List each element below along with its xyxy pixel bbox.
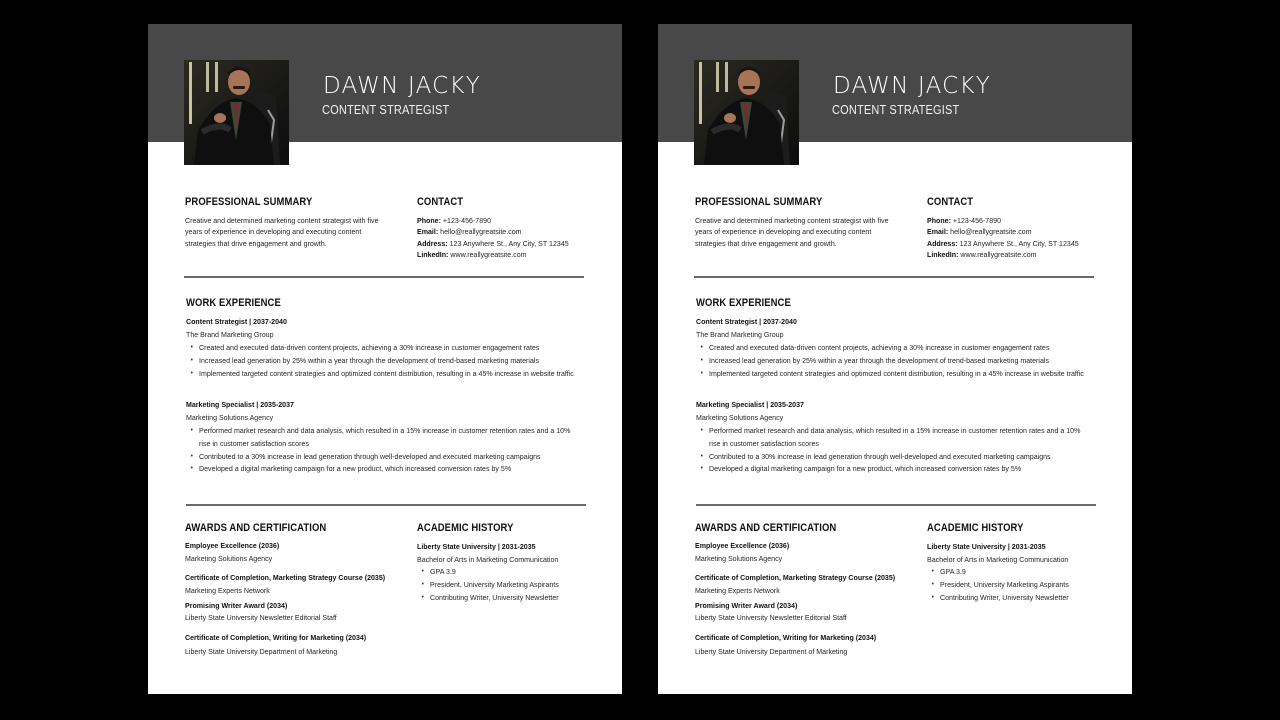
awards-heading: AWARDS AND CERTIFICATION <box>185 522 327 534</box>
education-bullets <box>417 566 569 604</box>
award-issuer: Liberty State University Newsletter Editorial Staff <box>695 613 847 622</box>
award-issuer: Liberty State University Department of Marketing <box>695 647 848 656</box>
portrait-photo-icon <box>184 60 289 165</box>
job-bullet: • Developed a digital marketing campaign for a new product, which increased conversion rates by 5% <box>696 463 1090 476</box>
education-bullet: • Contributing Writer, University Newsletter <box>417 592 559 605</box>
education-heading: ACADEMIC HISTORY <box>417 522 514 534</box>
award-name: Certificate of Completion, Writing for Marketing (2034) <box>695 633 877 642</box>
job-bullet: • Implemented targeted content strategies and optimized content distribution, resulting in a 45% increase in website traffic <box>186 368 574 381</box>
section-divider <box>694 276 1094 278</box>
contact-phone <box>927 215 1079 226</box>
contact-list <box>417 215 569 261</box>
summary-line: years of experience in developing and executing content <box>185 227 362 237</box>
award-issuer: Marketing Experts Network <box>695 586 780 595</box>
job-bullets <box>186 342 603 380</box>
email-link[interactable]: hello@reallygreatsite.com <box>440 227 522 237</box>
address-value: 123 Anywhere St., Any City, ST 12345 <box>449 238 569 248</box>
linkedin-link[interactable]: www.reallygreatsite.com <box>450 250 527 260</box>
contact-label: Phone: <box>417 216 441 225</box>
award-name: Certificate of Completion, Marketing Strategy Course (2035) <box>185 573 386 582</box>
job-company: The Brand Marketing Group <box>696 330 784 339</box>
job-bullet: • Contributed to a 30% increase in lead generation through well-developed and executed marketing campaigns <box>696 451 1090 464</box>
summary-heading: PROFESSIONAL SUMMARY <box>185 196 313 208</box>
contact-label: Address: <box>927 238 958 248</box>
contact-label: Email: <box>417 227 439 237</box>
section-divider <box>186 504 586 506</box>
summary-line: Creative and determined marketing content strategist with five <box>185 216 379 225</box>
phone-value[interactable]: +123-456-7890 <box>442 216 492 225</box>
contact-label: Email: <box>927 227 949 237</box>
candidate-name: DAWN JACKY <box>323 73 481 99</box>
job-bullet: • Increased lead generation by 25% within a year through the development of trend-based marketing materials <box>186 355 574 368</box>
summary-line: years of experience in developing and executing content <box>695 227 872 237</box>
award-issuer: Marketing Solutions Agency <box>695 554 783 563</box>
job-company: The Brand Marketing Group <box>186 330 274 339</box>
work-heading: WORK EXPERIENCE <box>186 297 281 309</box>
section-divider <box>184 276 584 278</box>
job-bullets <box>696 342 1113 380</box>
job-bullet: • Increased lead generation by 25% within a year through the development of trend-based marketing materials <box>696 355 1084 368</box>
contact-linkedin <box>417 249 569 260</box>
school-name: Liberty State University | 2031-2035 <box>417 542 536 551</box>
summary-text <box>695 215 889 249</box>
contact-label: LinkedIn: <box>417 250 449 260</box>
job-bullets <box>696 425 1120 476</box>
contact-linkedin <box>927 249 1079 260</box>
work-heading: WORK EXPERIENCE <box>696 297 791 309</box>
contact-email <box>927 226 1079 237</box>
job-bullet: • Created and executed data-driven content projects, achieving a 30% increase in customer engagement rates <box>186 342 574 355</box>
section-divider <box>696 504 1096 506</box>
job-bullet: • Performed market research and data analysis, which resulted in a 15% increase in customer retention rates and a 10% rise in customer satisfaction scores <box>186 425 580 451</box>
award-issuer: Liberty State University Department of Marketing <box>185 647 338 656</box>
education-bullet: • Contributing Writer, University Newsletter <box>927 592 1069 605</box>
resume-page-right <box>658 24 1132 694</box>
summary-line: Creative and determined marketing content strategist with five <box>695 216 889 225</box>
school-name: Liberty State University | 2031-2035 <box>927 542 1046 551</box>
resume-page-left <box>148 24 622 694</box>
education-bullet: • President, University Marketing Aspirants <box>927 579 1069 592</box>
award-name: Promising Writer Award (2034) <box>695 601 798 610</box>
linkedin-link[interactable]: www.reallygreatsite.com <box>960 250 1037 260</box>
job-company: Marketing Solutions Agency <box>696 413 784 422</box>
education-bullet: • GPA 3.9 <box>417 566 559 579</box>
candidate-title: CONTENT STRATEGIST <box>322 103 450 117</box>
award-issuer: Liberty State University Newsletter Editorial Staff <box>185 613 337 622</box>
email-link[interactable]: hello@reallygreatsite.com <box>950 227 1032 237</box>
contact-list <box>927 215 1079 261</box>
candidate-name: DAWN JACKY <box>833 73 991 99</box>
education-bullet: • President, University Marketing Aspirants <box>417 579 559 592</box>
job-role: Marketing Specialist | 2035-2037 <box>696 400 804 409</box>
phone-value[interactable]: +123-456-7890 <box>952 216 1002 225</box>
award-name: Certificate of Completion, Marketing Strategy Course (2035) <box>695 573 896 582</box>
job-bullet: • Created and executed data-driven content projects, achieving a 30% increase in customer engagement rates <box>696 342 1084 355</box>
job-bullet: • Implemented targeted content strategies and optimized content distribution, resulting in a 45% increase in website traffic <box>696 368 1084 381</box>
profile-photo <box>694 60 799 165</box>
summary-line: strategies that drive engagement and growth. <box>695 238 837 248</box>
awards-heading: AWARDS AND CERTIFICATION <box>695 522 837 534</box>
award-name: Employee Excellence (2036) <box>695 541 790 550</box>
education-heading: ACADEMIC HISTORY <box>927 522 1024 534</box>
summary-heading: PROFESSIONAL SUMMARY <box>695 196 823 208</box>
degree-name: Bachelor of Arts in Marketing Communication <box>417 555 559 564</box>
summary-text <box>185 215 379 249</box>
education-bullet: • GPA 3.9 <box>927 566 1069 579</box>
contact-address <box>927 238 1079 249</box>
contact-email <box>417 226 569 237</box>
candidate-title: CONTENT STRATEGIST <box>832 103 960 117</box>
contact-label: LinkedIn: <box>927 250 959 260</box>
degree-name: Bachelor of Arts in Marketing Communication <box>927 555 1069 564</box>
job-role: Marketing Specialist | 2035-2037 <box>186 400 294 409</box>
contact-label: Address: <box>417 238 448 248</box>
job-bullet: • Contributed to a 30% increase in lead generation through well-developed and executed marketing campaigns <box>186 451 580 464</box>
award-name: Promising Writer Award (2034) <box>185 601 288 610</box>
job-bullets <box>186 425 610 476</box>
contact-phone <box>417 215 569 226</box>
profile-photo <box>184 60 289 165</box>
contact-heading: CONTACT <box>417 196 464 208</box>
award-name: Employee Excellence (2036) <box>185 541 280 550</box>
award-issuer: Marketing Experts Network <box>185 586 270 595</box>
job-company: Marketing Solutions Agency <box>186 413 274 422</box>
job-role: Content Strategist | 2037-2040 <box>696 317 797 326</box>
job-bullet: • Performed market research and data analysis, which resulted in a 15% increase in customer retention rates and a 10% rise in customer satisfaction scores <box>696 425 1090 451</box>
contact-label: Phone: <box>927 216 951 225</box>
address-value: 123 Anywhere St., Any City, ST 12345 <box>959 238 1079 248</box>
job-role: Content Strategist | 2037-2040 <box>186 317 287 326</box>
contact-heading: CONTACT <box>927 196 974 208</box>
award-name: Certificate of Completion, Writing for Marketing (2034) <box>185 633 367 642</box>
summary-line: strategies that drive engagement and growth. <box>185 238 327 248</box>
award-issuer: Marketing Solutions Agency <box>185 554 273 563</box>
job-bullet: • Developed a digital marketing campaign for a new product, which increased conversion rates by 5% <box>186 463 580 476</box>
education-bullets <box>927 566 1079 604</box>
contact-address <box>417 238 569 249</box>
portrait-photo-icon <box>694 60 799 165</box>
